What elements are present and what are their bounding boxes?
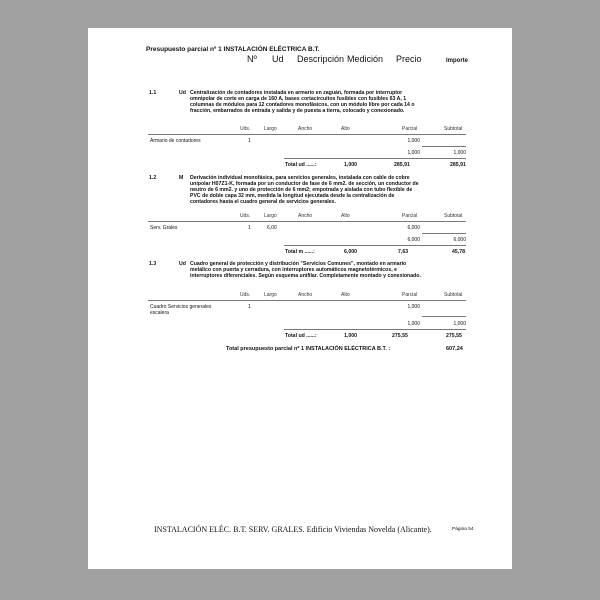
header-uds: Uds. [240,292,251,298]
header-largo: Largo [264,292,277,298]
item-precio: 285,91 [394,162,410,168]
item-precio: 275,55 [392,333,408,339]
divider [148,300,466,301]
header-parcial: Parcial [402,126,418,132]
header-largo: Largo [264,126,277,132]
header-ancho: Ancho [298,292,313,298]
measurement-uds: 1 [248,225,251,231]
divider [284,245,466,246]
header-alto: Alto [341,292,350,298]
measurement-name: Armario de contadores [150,138,201,144]
item-code: 1.1 [149,90,157,96]
col-header-descripcion: Descripción [297,54,345,64]
divider [422,146,466,147]
measurement-parcial: 6,000 [407,225,420,231]
item-importe: 45,78 [452,249,465,255]
item-importe: 285,91 [450,162,466,168]
page-title: Presupuesto parcial nº 1 INSTALACIÓN ELÉCTRICA B.T. [146,46,320,53]
item-unit: M [179,175,184,181]
col-header-medicion: Medición [347,54,384,64]
item-importe: 275,55 [446,333,462,339]
item-medicion: 1,000 [344,162,357,168]
measurement-largo: 6,00 [267,225,277,231]
header-alto: Alto [341,213,350,219]
col-header-importe: Importe [446,58,469,64]
header-ancho: Ancho [298,126,313,132]
header-uds: Uds. [240,126,251,132]
measurement-name: Cuadro Servicios generales escalera [150,304,212,316]
col-header-no: Nº [247,54,257,64]
measurement-uds: 1 [248,304,251,310]
line-parcial: 1,000 [407,150,420,156]
measurement-parcial: 1,000 [407,304,420,310]
page-footer: INSTALACIÓN ELÉC. B.T. SERV. GRALES. Edificio Viviendas Novelda (Alicante). [154,525,432,534]
measurement-name: Serv. Grales [150,225,178,231]
item-precio: 7,63 [398,249,409,255]
measurement-uds: 1 [248,138,251,144]
divider [284,158,466,159]
header-alto: Alto [341,126,350,132]
col-header-precio: Precio [396,54,422,64]
col-header-ud: Ud [272,54,284,64]
divider [284,329,466,330]
line-subtotal: 1,000 [453,321,466,327]
item-medicion: 6,000 [344,249,357,255]
line-subtotal: 6,000 [453,237,466,243]
item-description: Centralización de contadores instalada en armario en zaguán, formada por interruptor omnipolar de corte en carga de 160 A, bases cortacircuitos fusibles con fusibles 63 A, 1 columnas de módulos para 12 contadores monofásicos, con un módulo libre por cada 14 o fracción, embarrados de entrada y salida y de puesta a tierra, colocado y conexionado. [190,90,415,115]
divider [148,221,466,222]
header-largo: Largo [264,213,277,219]
header-ancho: Ancho [298,213,313,219]
divider [422,233,466,234]
header-parcial: Parcial [402,213,418,219]
measurement-parcial: 1,000 [407,138,420,144]
item-total-label: Total ud ......: [285,162,317,168]
item-total-label: Total ud ......: [285,333,317,339]
header-subtotal: Subtotal [444,126,463,132]
page-number: Página 54 [452,527,474,532]
divider [422,316,466,317]
grand-total-value: 607,24 [446,346,463,352]
item-unit: Ud [179,90,186,96]
header-parcial: Parcial [402,292,418,298]
item-unit: Ud [179,261,186,267]
grand-total-label: Total presupuesto parcial nº 1 INSTALACIÓN ELÉCTRICA B.T. : [226,346,391,352]
item-total-label: Total m ......: [285,249,315,255]
divider [148,134,466,135]
line-parcial: 1,000 [407,321,420,327]
document-page [88,28,512,569]
item-code: 1.2 [149,175,157,181]
line-parcial: 6,000 [407,237,420,243]
item-code: 1.3 [149,261,157,267]
item-description: Cuadro general de protección y distribución "Servicios Comunes", montado en armario metálico con puerta y cerradura, con interruptores automáticos magnetotérmicos, e interruptores diferenciales. Según esquema unifilar. Completamente montado y conexionado. [190,261,421,280]
line-subtotal: 1,000 [453,150,466,156]
header-subtotal: Subtotal [444,292,463,298]
item-medicion: 1,000 [344,333,357,339]
header-subtotal: Subtotal [444,213,463,219]
item-description: Derivación individual monofásica, para servicios generales, instalada con cable de cobre unipolar H07Z1-K, formada por un conductor de fase de 6 mm2. de sección, un conductor de neutro de 6 mm2. y uno de protección de 6 mm2; empotrada y aislada con tubo flexible de PVC de doble capa 32 mm, medida la longitud ejecutada desde la centralización de contadores hasta el cuadro general de servicios generales. [190,175,419,206]
header-uds: Uds. [240,213,251,219]
